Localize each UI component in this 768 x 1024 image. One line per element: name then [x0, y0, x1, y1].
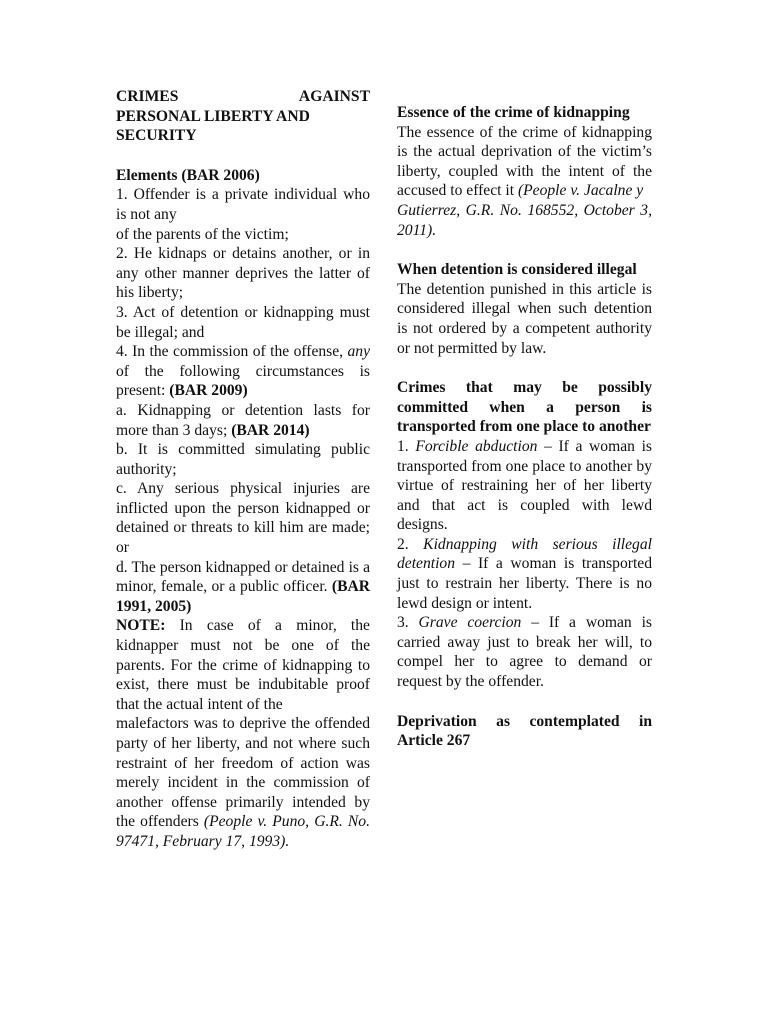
crime-1-number: 1.: [397, 437, 409, 455]
crime-2-text: – If a woman is transported just to restrain her liberty. There is no lewd design or intent.: [397, 555, 652, 612]
element-4-any: any: [347, 343, 370, 361]
essence-text: The essence of the crime of kidnapping is the actual deprivation of the victim’s liberty, coupled with the intent of the accused to effect it: [397, 123, 652, 200]
crime-item-1: [397, 437, 652, 535]
crime-2-number: 2.: [397, 535, 409, 553]
element-3: 3. Act of detention or kidnapping must be illegal; and: [116, 303, 370, 341]
note-continued: [116, 714, 370, 851]
circumstance-b: b. It is committed simulating public authority;: [116, 441, 370, 478]
circumstance-a-bar: (BAR 2014): [231, 421, 310, 439]
circumstance-d-bar: (BAR 1991, 2005): [116, 578, 370, 615]
right-column: [397, 103, 652, 751]
circumstance-d-text: d. The person kidnapped or detained is a minor, female, or a public officer.: [116, 558, 370, 596]
elements-heading: Elements (BAR 2006): [116, 166, 260, 184]
crime-3-term: Grave coercion: [418, 614, 522, 632]
circumstance-a: [116, 401, 370, 440]
element-1-continued: of the parents of the victim;: [116, 225, 289, 243]
left-column: [116, 87, 370, 852]
crime-3-text: – If a woman is carried away just to break her will, to compel her to agree to demand or request by the offender.: [397, 614, 652, 691]
circumstance-a-text: a. Kidnapping or detention lasts for more than 3 days;: [116, 401, 370, 439]
element-4-bar: (BAR 2009): [169, 382, 248, 400]
essence-heading: Essence of the crime of kidnapping: [397, 104, 630, 121]
circumstance-c: c. Any serious physical injuries are inflicted upon the person kidnapped or detained or threats to kill him are made; or: [116, 480, 370, 557]
element-2: 2. He kidnaps or detains another, or in any other manner deprives the latter of his liberty;: [116, 245, 370, 302]
element-4: [116, 342, 370, 401]
essence-citation-2: Gutierrez, G.R. No. 168552, October 3, 2011).: [397, 201, 652, 239]
element-1: 1. Offender is a private individual who is not any: [116, 186, 370, 223]
note-citation: (People v. Puno, G.R. No. 97471, February 17, 1993).: [116, 813, 370, 850]
crime-3-number: 3.: [397, 614, 409, 632]
detention-heading: When detention is considered illegal: [397, 261, 637, 279]
note: [116, 616, 370, 714]
main-heading-line1: CRIMES AGAINST: [116, 88, 370, 105]
note-continued-text: malefactors was to deprive the offended party of her liberty, and not where such restraint of her freedom of action was merely incident in the commission of another offense primarily intended by the offenders: [116, 715, 370, 831]
crime-item-3: [397, 613, 652, 691]
note-text: In case of a minor, the kidnapper must not be one of the parents. For the crime of kidnapping to exist, there must be indubitable proof that the actual intent of the: [116, 617, 370, 713]
crime-1-term: Forcible abduction: [415, 437, 538, 455]
detention-paragraph: The detention punished in this article is considered illegal when such detention is not ordered by a competent authority or not permitted by law.: [397, 280, 652, 357]
circumstance-d: [116, 558, 370, 617]
element-4-text-b: of the following circumstances is present:: [116, 362, 370, 400]
crime-item-2: [397, 535, 652, 613]
main-heading-line2: PERSONAL LIBERTY AND: [116, 107, 310, 125]
main-heading-line3: SECURITY: [116, 127, 197, 145]
essence-paragraph: [397, 123, 652, 201]
deprivation-heading: Deprivation as contemplated in Article 267: [397, 712, 652, 750]
crime-1-text: – If a woman is transported from one place to another by virtue of restraining her of her liberty and that act is coupled with lewd designs.: [397, 437, 652, 534]
crime-2-term: Kidnapping with serious illegal detention: [397, 535, 652, 573]
note-label: NOTE:: [116, 617, 166, 635]
element-4-text-a: 4. In the commission of the offense,: [116, 343, 344, 361]
crimes-heading: Crimes that may be possibly committed when a person is transported from one place to another: [397, 379, 652, 436]
essence-citation-1: (People v. Jacalne y: [517, 182, 644, 200]
